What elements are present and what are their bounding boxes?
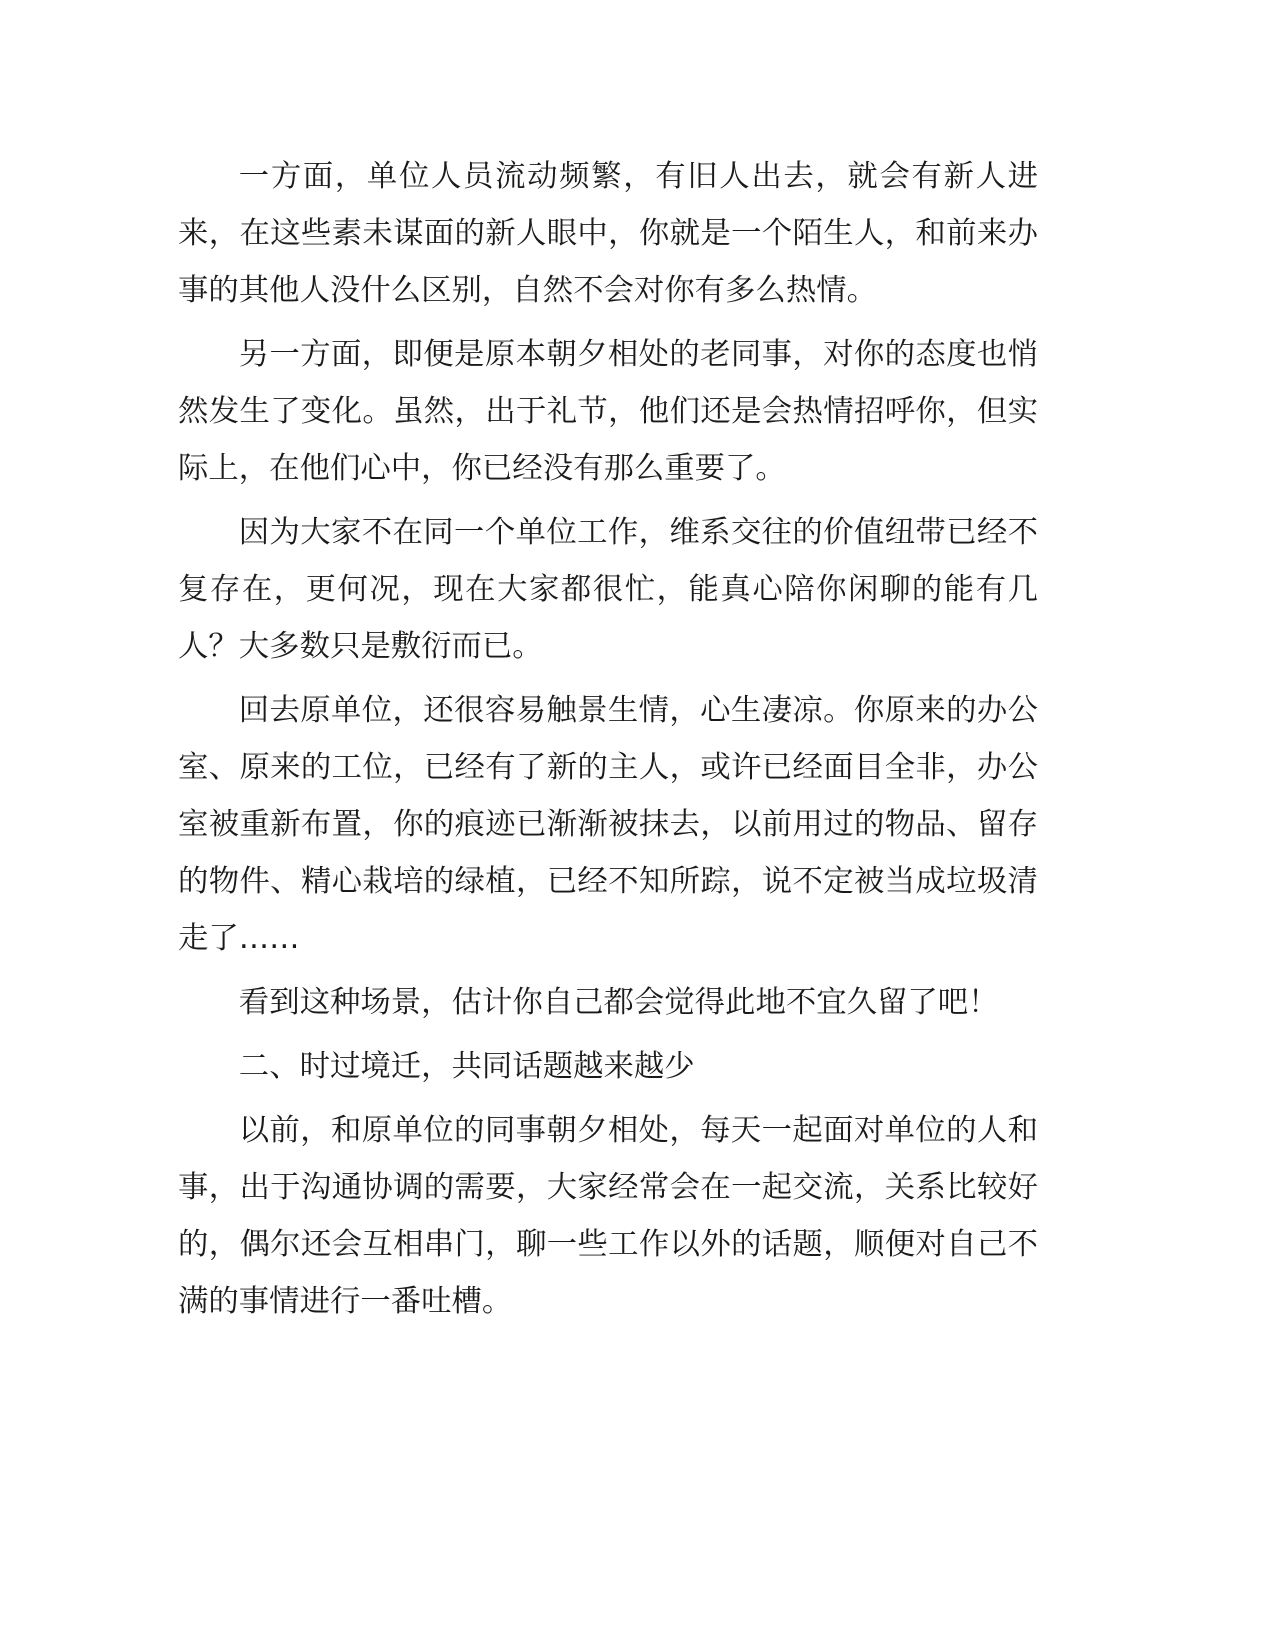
paragraph-old-office: 回去原单位，还很容易触景生情，心生凄凉。你原来的办公室、原来的工位，已经有了新的主人，或许已经面目全非，办公室被重新布置，你的痕迹已渐渐被抹去，以前用过的物品、留存的物件、精心栽培的绿植，已经不知所踪，说不定被当成垃圾清走了…… (178, 693, 1038, 956)
paragraph-conclusion: 看到这种场景，估计你自己都会觉得此地不宜久留了吧！ (238, 985, 999, 1020)
paragraph-value-bond: 因为大家不在同一个单位工作，维系交往的价值纽带已经不复存在，更何况，现在大家都很忙，能真心陪你闲聊的能有几人？大多数只是敷衍而已。 (178, 515, 1038, 664)
paragraph-past-interaction: 以前，和原单位的同事朝夕相处，每天一起面对单位的人和事，出于沟通协调的需要，大家经常会在一起交流，关系比较好的，偶尔还会互相串门，聊一些工作以外的话题，顺便对自己不满的事情进行一番吐槽。 (178, 1113, 1038, 1319)
document-page (178, 148, 1038, 1337)
section-heading: 二、时过境迁，共同话题越来越少 (238, 1049, 695, 1084)
paragraph-staff-turnover: 一方面，单位人员流动频繁，有旧人出去，就会有新人进来，在这些素未谋面的新人眼中，你就是一个陌生人，和前来办事的其他人没什么区别，自然不会对你有多么热情。 (178, 159, 1038, 308)
paragraph-old-colleagues: 另一方面，即便是原本朝夕相处的老同事，对你的态度也悄然发生了变化。虽然，出于礼节，他们还是会热情招呼你，但实际上，在他们心中，你已经没有那么重要了。 (178, 337, 1038, 486)
